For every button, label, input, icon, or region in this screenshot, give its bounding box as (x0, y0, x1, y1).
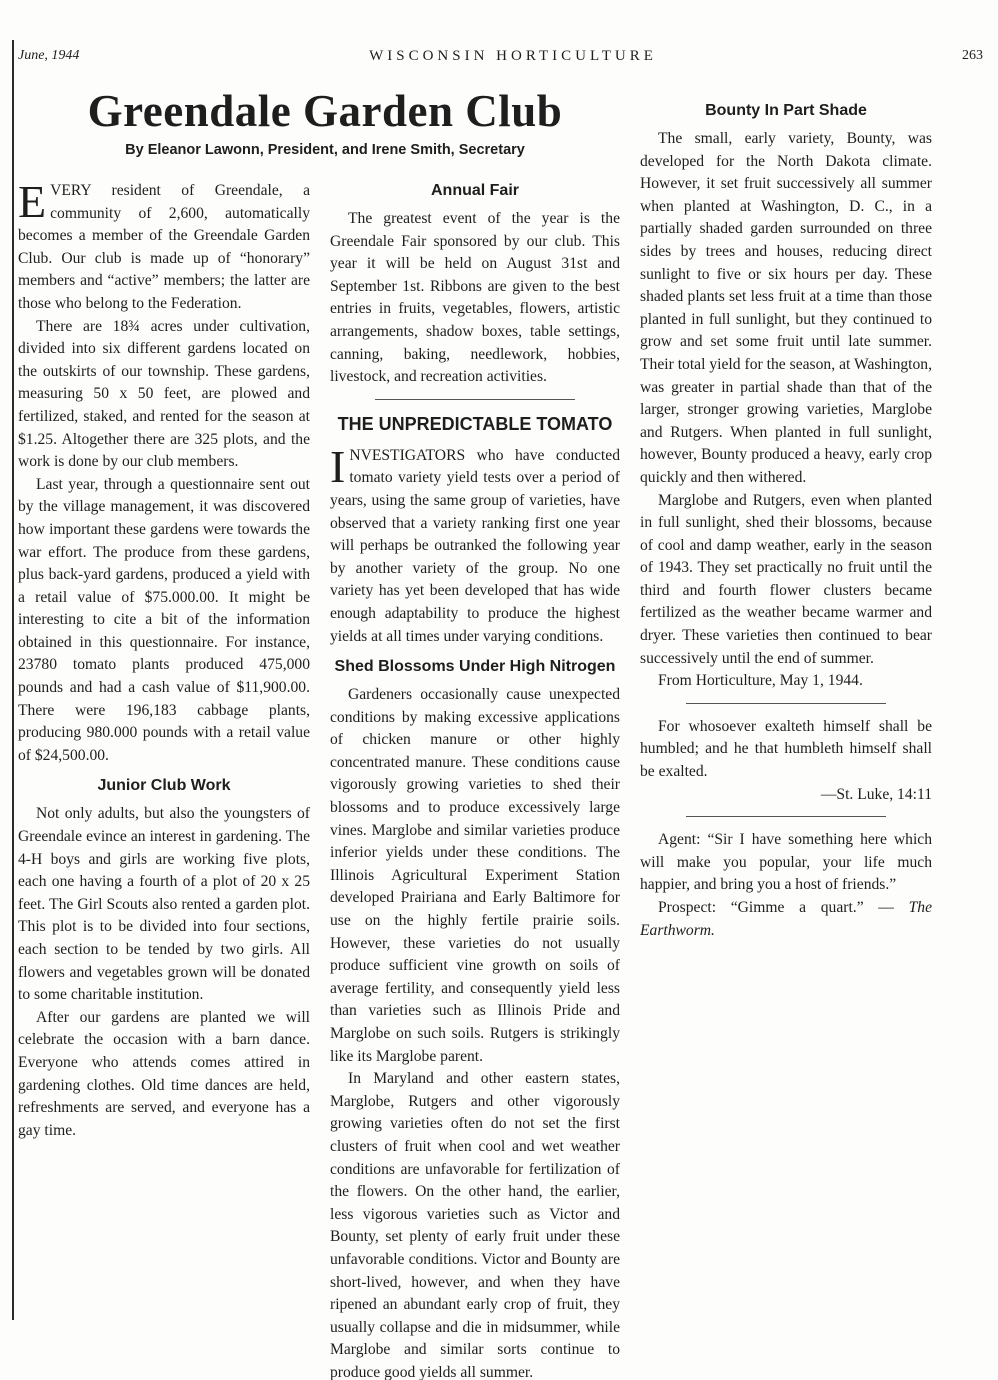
paragraph: Last year, through a questionnaire sent out by the village management, it was discovered how important these gardens were towards the war effort. The produce from these gardens, plus back-yard gardens, produced a yield with a retail value of $75.000.00. It might be interesting to cite a bit of the information obtained in this questionnaire. For instance, 23780 tomato plants produced 475,000 pounds and had a cash value of $11,900.00. There were 196,183 cabbage plants, producing 980.000 pounds with a retail value of $24,500.00. (18, 475, 310, 764)
column-1 (18, 176, 310, 1142)
quote-attribution: —St. Luke, 14:11 (820, 785, 932, 803)
column-3 (640, 92, 932, 942)
paragraph: EVERY resident of Greendale, a community of 2,600, automatically becomes a member of the Greendale Garden Club. Our club is made up of “honorary” members and “active” members; the latter are those who belong to the Federation. (18, 176, 310, 312)
paragraph: Gardeners occasionally cause unexpected conditions by making excessive applications of chicken manure or other highly concentrated manure. These conditions cause vigorously growing varieties to shed their blossoms and to produce excessively large vines. Marglobe and similar varieties produce inferior yields under these conditions. The Illinois Agricultural Experiment Station developed Prairiana and Early Baltimore for use on the highly fertile prairie soils. However, these varieties do not usually produce sufficient vine growth on soils of average fertility, and consequently yield less than varieties such as Illinois Pride and Marglobe on such soils. Rutgers is strikingly like its Marglobe parent. (330, 686, 620, 1065)
issue-date: June, 1944 (18, 48, 80, 63)
article-title: Greendale Garden Club (87, 86, 563, 136)
column-2 (330, 180, 620, 1380)
article-byline: By Eleanor Lawonn, President, and Irene Smith, Secretary (125, 142, 525, 158)
paragraph: Marglobe and Rutgers, even when planted in full sunlight, shed their blossoms, because of cool and damp weather, early in the season of 1943. They set practically no fruit until the third and fourth flower clusters became fertilized as the weather became warmer and dryer. These varieties then continued to bear successively until the end of summer. (640, 491, 932, 667)
divider (375, 399, 575, 400)
joke-prospect: Prospect: “Gimme a quart.” — The Earthworm. (640, 899, 932, 939)
tomato-heading: THE UNPREDICTABLE TOMATO (337, 413, 613, 434)
journal-name: WISCONSIN HORTICULTURE (369, 48, 657, 64)
page-number: 263 (962, 48, 983, 63)
binding-edge (12, 40, 14, 1320)
paragraph: The small, early variety, Bounty, was developed for the North Dakota climate. However, it set fruit successively all summer when planted at Washington, D. C., in a partially shaded garden surrounded on three sides by trees and houses, reducing direct sunlight to five or six hours per day. These shaded plants set less fruit at a time than those planted in full sunlight, but they continued to grow and set some fruit until late summer. Their total yield for the season, at Washington, was greater in partial shade than that of the larger, stronger growing varieties, Marglobe and Rutgers. When planted in full sunlight, however, Bounty produced a heavy, early crop quickly and then withered. (640, 130, 932, 486)
paragraph: Not only adults, but also the youngsters of Greendale evince an interest in gardening. The 4-H boys and girls are working five plots, each one having a fourth of a plot of 20 x 25 feet. The Girl Scouts also rented a garden plot. This plot is to be divided into four sections, each section to be tended by two girls. All flowers and vegetables grown will be donated to some charitable institution. (18, 805, 310, 1004)
annual-fair-heading: Annual Fair (430, 182, 519, 199)
junior-club-heading: Junior Club Work (97, 777, 231, 795)
shed-blossoms-heading: Shed Blossoms Under High Nitrogen (334, 658, 616, 676)
quote-text: For whosoever exalteth himself shall be humbled; and he that humbleth himself shall be exalted. (640, 717, 932, 781)
paragraph: After our gardens are planted we will celebrate the occasion with a barn dance. Everyone who attends comes attired in gardening clothes. Old time dances are held, refreshments are served, and everyone has a gay time. (18, 1008, 310, 1139)
source-credit: From Horticulture, May 1, 1944. (658, 672, 863, 690)
paragraph: The greatest event of the year is the Greendale Fair sponsored by our club. This year it will be held on August 31st and September 1st. Ribbons are given to the best entries in fruits, vegetables, flowers, artistic arrangements, shadow boxes, table settings, canning, baking, needlework, hobbies, livestock, and recreation activities. (330, 210, 620, 386)
joke-source: The Earthworm. (640, 899, 932, 939)
drop-cap: E (18, 176, 47, 227)
paragraph: INVESTIGATORS who have conducted tomato variety yield tests over a period of years, using the same group of varieties, have observed that a variety ranking first one year will perhaps be outranked the following year by another variety of the group. No one variety has yet been developed that has wide enough adaptability to produce the highest yields at all times under varying conditions. (330, 440, 620, 645)
bounty-heading: Bounty In Part Shade (705, 102, 867, 119)
joke-agent: Agent: “Sir I have something here which will make you popular, your life much happier, and bring you a host of friends.” (640, 831, 932, 894)
divider (686, 816, 886, 817)
drop-cap: I (330, 440, 346, 492)
divider (686, 703, 886, 704)
running-header (18, 48, 983, 70)
paragraph: There are 18¾ acres under cultivation, divided into six different gardens located on the outskirts of our township. These gardens, measuring 50 x 50 feet, are plowed and fertilized, staked, and rented for the season at $1.25. Altogether there are 325 plots, and the work is done by our club members. (18, 317, 310, 471)
paragraph: In Maryland and other eastern states, Marglobe, Rutgers and other vigorously growing varieties often do not set the first clusters of fruit when cool and wet weather conditions are unfavorable for fertilization of the flowers. On the other hand, the earlier, less vigorous varieties such as Victor and Bounty, set plenty of early fruit under these unfavorable conditions. Victor and Bounty are short-lived, however, and when they have ripened an abundant early crop of fruit, they usually collapse and die in midsummer, while Marglobe and similar sorts continue to produce good yields all summer. (330, 1070, 620, 1380)
